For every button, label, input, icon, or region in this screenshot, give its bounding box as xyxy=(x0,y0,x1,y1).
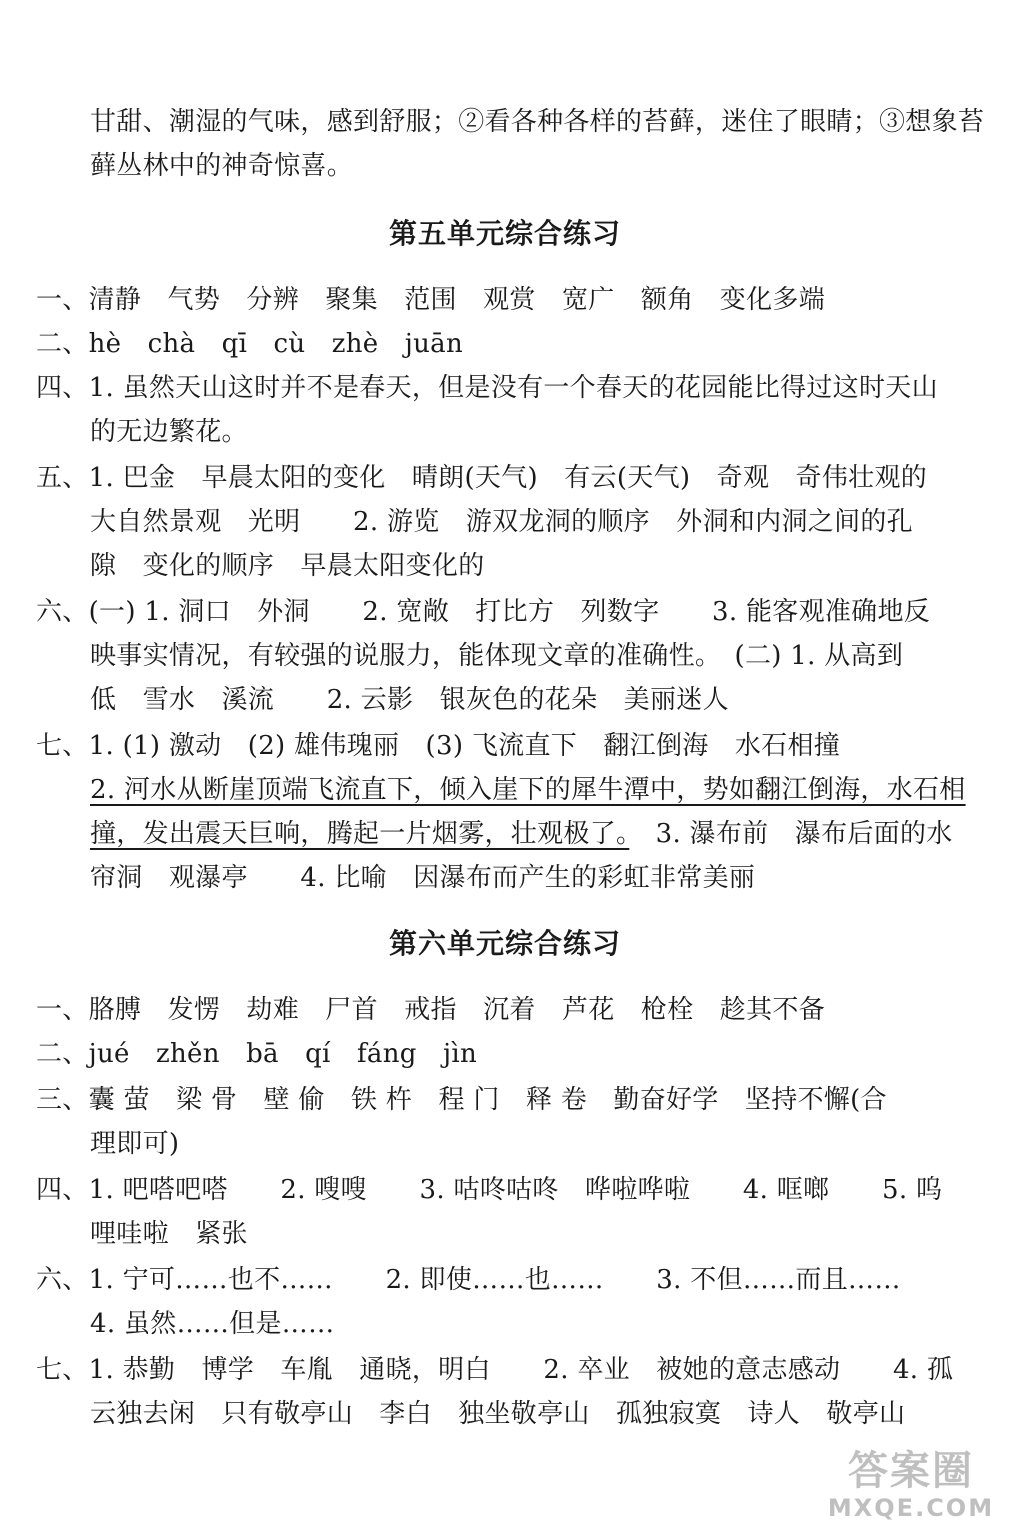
unit5-q4-line1: 四、1. 虽然天山这时并不是春天，但是没有一个春天的花园能比得过这时天山 xyxy=(36,373,938,403)
unit6-q2: 二、jué zhěn bā qí fáng jìn xyxy=(36,1039,478,1069)
unit5-q4-line2: 的无边繁花。 xyxy=(90,417,248,447)
unit6-q3-line2: 理即可) xyxy=(90,1129,180,1159)
unit5-q5-line3: 隙 变化的顺序 早晨太阳变化的 xyxy=(90,551,485,581)
unit5-q7-line3-underlined: 撞，发出震天巨响，腾起一片烟雾，壮观极了。 xyxy=(90,819,630,849)
unit5-title: 第五单元综合练习 xyxy=(388,217,621,250)
unit5-q1: 一、清静 气势 分辨 聚集 范围 观赏 宽广 额角 变化多端 xyxy=(36,285,826,315)
unit5-q6-line3: 低 雪水 溪流 2. 云影 银灰色的花朵 美丽迷人 xyxy=(90,685,729,715)
watermark-chinese: 答案圈 xyxy=(848,1448,974,1494)
intro-line-2: 藓丛林中的神奇惊喜。 xyxy=(90,151,354,181)
site-watermark xyxy=(826,1448,996,1528)
watermark-url: MXQE.COM xyxy=(827,1494,995,1522)
unit5-q5-line2: 大自然景观 光明 2. 游览 游双龙洞的顺序 外洞和内洞之间的孔 xyxy=(90,507,913,537)
unit6-q7-line1: 七、1. 恭勤 博学 车胤 通晓，明白 2. 卒业 被她的意志感动 4. 孤 xyxy=(36,1355,954,1385)
unit6-q4-line1: 四、1. 吧嗒吧嗒 2. 嗖嗖 3. 咕咚咕咚 哗啦哗啦 4. 哐啷 5. 呜 xyxy=(36,1175,943,1205)
unit5-q7-line1: 七、1. (1) 激动 (2) 雄伟瑰丽 (3) 飞流直下 翻江倒海 水石相撞 xyxy=(36,731,841,761)
unit5-q5-line1: 五、1. 巴金 早晨太阳的变化 晴朗(天气) 有云(天气) 奇观 奇伟壮观的 xyxy=(36,463,928,493)
unit6-title: 第六单元综合练习 xyxy=(388,927,621,960)
unit6-q1: 一、胳膊 发愣 劫难 尸首 戒指 沉着 芦花 枪栓 趁其不备 xyxy=(36,995,826,1025)
unit5-q7-line3-rest: 3. 瀑布前 瀑布后面的水 xyxy=(629,819,953,849)
unit6-q3-line1: 三、囊 萤 梁 骨 壁 偷 铁 杵 程 门 释 卷 勤奋好学 坚持不懈(合 xyxy=(36,1085,887,1115)
unit6-q4-line2: 哩哇啦 紧张 xyxy=(90,1219,248,1249)
unit5-q7-line4: 帘洞 观瀑亭 4. 比喻 因瀑布而产生的彩虹非常美丽 xyxy=(90,863,756,893)
unit6-q6-line1: 六、1. 宁可……也不…… 2. 即使……也…… 3. 不但……而且…… xyxy=(36,1265,901,1295)
unit6-q7-line2: 云独去闲 只有敬亭山 李白 独坐敬亭山 孤独寂寞 诗人 敬亭山 xyxy=(90,1399,906,1429)
unit5-q6-line1: 六、(一) 1. 洞口 外洞 2. 宽敞 打比方 列数字 3. 能客观准确地反 xyxy=(36,597,931,627)
unit5-q6-line2: 映事实情况，有较强的说服力，能体现文章的准确性。 (二) 1. 从高到 xyxy=(90,641,904,671)
unit5-q7-line3 xyxy=(90,812,953,856)
intro-line-1: 甘甜、潮湿的气味，感到舒服；②看各种各样的苔藓，迷住了眼睛；③想象苔 xyxy=(90,107,985,137)
unit5-q7-line2: 2. 河水从断崖顶端飞流直下，倾入崖下的犀牛潭中，势如翻江倒海，水石相 xyxy=(90,775,966,805)
unit6-q6-line2: 4. 虽然……但是…… xyxy=(90,1309,335,1339)
unit5-q2: 二、hè chà qī cù zhè juān xyxy=(36,329,463,359)
